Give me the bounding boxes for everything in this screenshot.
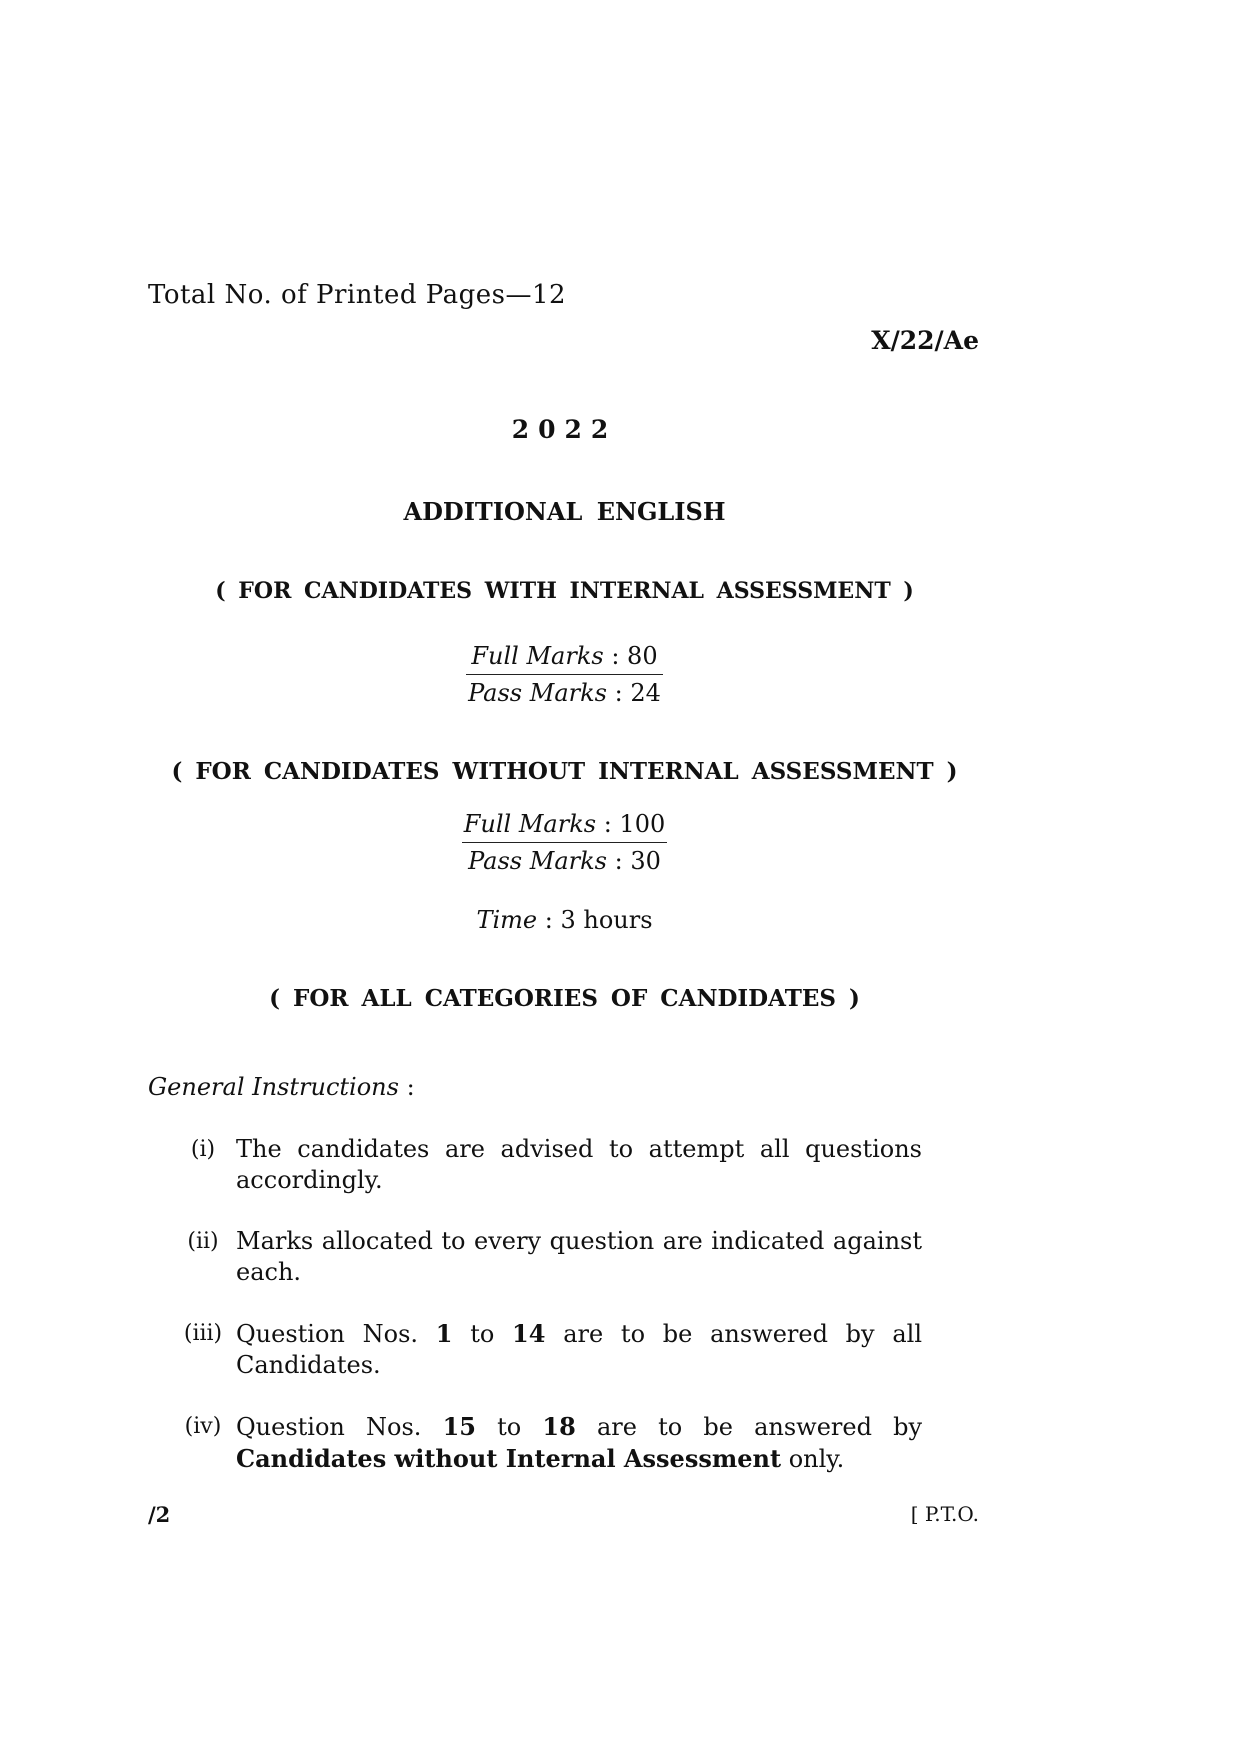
instruction-text-part: Question Nos.	[236, 1320, 436, 1348]
instruction-item	[170, 1226, 922, 1288]
instruction-text: Marks allocated to every question are indicated against each.	[236, 1227, 922, 1286]
instruction-item	[170, 1411, 922, 1475]
with-ia-marks	[0, 638, 1129, 711]
without-ia-heading: ( FOR CANDIDATES WITHOUT INTERNAL ASSESSMENT )	[171, 758, 958, 785]
with-ia-heading: ( FOR CANDIDATES WITH INTERNAL ASSESSMENT )	[215, 578, 914, 604]
page-mark: /2	[148, 1502, 171, 1527]
paper-code: X/22/Ae	[871, 326, 979, 355]
without-ia-full-marks	[462, 806, 667, 843]
pass-marks-value: : 30	[614, 847, 661, 875]
subject-title: ADDITIONAL ENGLISH	[403, 497, 726, 526]
time-label: Time	[476, 906, 538, 934]
question-number-end: 18	[542, 1412, 576, 1441]
instruction-text-part: Question Nos.	[236, 1413, 443, 1441]
instruction-text	[236, 1318, 922, 1381]
instruction-text: The candidates are advised to attempt all questions accordingly.	[236, 1135, 922, 1194]
question-number-start: 1	[435, 1319, 453, 1348]
pass-marks-label: Pass Marks	[468, 847, 607, 875]
instruction-text	[236, 1411, 922, 1475]
question-number-end: 14	[512, 1319, 546, 1348]
time-value: : 3 hours	[544, 906, 653, 934]
instruction-item	[170, 1134, 922, 1196]
please-turn-over: [ P.T.O.	[910, 1502, 979, 1526]
question-number-start: 15	[442, 1412, 476, 1441]
full-marks-label: Full Marks	[471, 642, 604, 670]
instruction-number: (i)	[190, 1137, 216, 1162]
instruction-text-part: are to be answered by all Candidates.	[236, 1320, 922, 1379]
exam-year: 2022	[511, 415, 618, 444]
with-ia-pass-marks	[466, 675, 663, 711]
exam-time	[0, 906, 1129, 934]
instruction-text-part: are to be answered by	[575, 1413, 923, 1441]
general-instructions-label: General Instructions	[148, 1073, 399, 1101]
all-categories-heading: ( FOR ALL CATEGORIES OF CANDIDATES )	[269, 985, 860, 1012]
full-marks-label: Full Marks	[463, 810, 597, 838]
instruction-text-part: to	[452, 1320, 513, 1348]
instruction-number: (iv)	[184, 1414, 222, 1439]
without-ia-pass-marks	[462, 843, 667, 879]
full-marks-value: : 80	[611, 642, 658, 670]
instruction-number: (ii)	[187, 1229, 219, 1254]
instruction-text-part: only.	[781, 1445, 845, 1473]
pass-marks-label: Pass Marks	[468, 679, 607, 707]
general-instructions-heading	[148, 1073, 415, 1101]
full-marks-value: : 100	[603, 810, 666, 838]
instruction-text-part: to	[476, 1413, 543, 1441]
candidate-category: Candidates without Internal Assessment	[236, 1444, 782, 1473]
pass-marks-value: : 24	[614, 679, 661, 707]
instruction-item	[170, 1318, 922, 1381]
instruction-number: (iii)	[183, 1321, 223, 1346]
total-printed-pages: Total No. of Printed Pages—12	[148, 280, 567, 310]
with-ia-full-marks	[466, 638, 663, 675]
general-instructions-colon: :	[398, 1073, 415, 1101]
instructions-list	[170, 1134, 922, 1505]
without-ia-marks	[0, 806, 1129, 879]
